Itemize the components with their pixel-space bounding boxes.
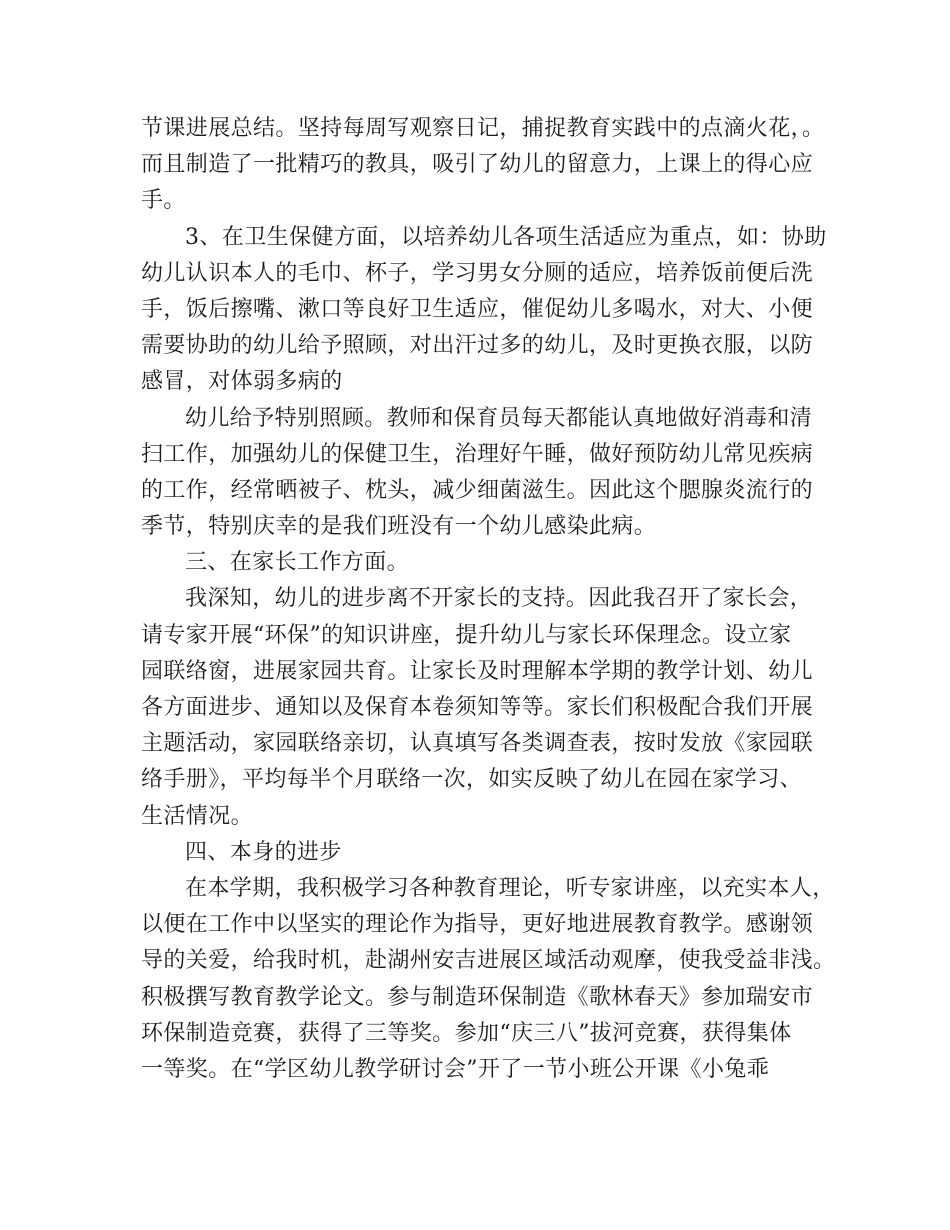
text-line: 我深知，幼儿的进步离不开家长的支持。因此我召开了家长会， — [185, 586, 813, 612]
text-line: 一等奖。在“学区幼儿教学研讨会”开了一节小班公开课《小兔乖 — [141, 1056, 770, 1082]
text-line: 需要协助的幼儿给予照顾，对出汗过多的幼儿，及时更换衣服，以防 — [141, 333, 814, 359]
text-line: 导的关爱，给我时机，赴湖州安吉进展区域活动观摩，使我受益非浅。 — [141, 948, 836, 974]
text-line: 季节，特别庆幸的是我们班没有一个幼儿感染此病。 — [141, 514, 657, 540]
text-line: 环保制造竞赛，获得了三等奖。参加“庆三八”拔河竞赛，获得集体 — [141, 1020, 792, 1046]
text-line: 络手册》，平均每半个月联络一次，如实反映了幼儿在园在家学习、 — [141, 767, 803, 793]
document-body — [141, 111, 841, 1088]
text-line: 节课进展总结。坚持每周写观察日记，捕捉教育实践中的点滴火花，。 — [141, 116, 825, 141]
text-line: 积极撰写教育教学论文。参与制造环保制造《歌林春天》参加瑞安市 — [141, 984, 814, 1010]
text-line: 以便在工作中以坚实的理论作为指导，更好地进展教育教学。感谢领 — [141, 912, 814, 938]
text-line: 四、本身的进步 — [185, 839, 342, 865]
text-line: 的工作，经常晒被子、枕头，减少细菌滋生。因此这个腮腺炎流行的 — [141, 477, 814, 503]
text-line: 生活情况。 — [141, 803, 254, 829]
text-line: 手。 — [141, 188, 186, 214]
text-line: 而且制造了一批精巧的教具，吸引了幼儿的留意力，上课上的得心应 — [141, 152, 814, 178]
text-line: 园联络窗，进展家园共育。让家长及时理解本学期的教学计划、幼儿 — [141, 658, 814, 684]
text-line: 各方面进步、通知以及保育本卷须知等等。家长们积极配合我们开展 — [141, 695, 814, 720]
text-line: 3、在卫生保健方面，以培养幼儿各项生活适应为重点，如：协助 — [185, 224, 827, 250]
text-line: 请专家开展“环保”的知识讲座，提升幼儿与家长环保理念。设立家 — [141, 622, 792, 648]
text-line: 在本学期，我积极学习各种教育理论，听专家讲座，以充实本人， — [185, 875, 835, 901]
text-line: 手，饭后擦嘴、漱口等良好卫生适应，催促幼儿多喝水，对大、小便 — [141, 296, 814, 322]
text-line: 三、在家长工作方面。 — [185, 550, 410, 576]
text-line: 扫工作，加强幼儿的保健卫生，治理好午睡，做好预防幼儿常见疾病 — [141, 441, 814, 467]
text-line: 幼儿认识本人的毛巾、杯子，学习男女分厕的适应，培养饭前便后洗 — [141, 260, 814, 286]
text-line: 幼儿给予特别照顾。教师和保育员每天都能认真地做好消毒和清 — [185, 405, 813, 431]
text-line: 主题活动，家园联络亲切，认真填写各类调查表，按时发放《家园联 — [141, 731, 814, 757]
text-line: 感冒，对体弱多病的 — [141, 369, 343, 395]
